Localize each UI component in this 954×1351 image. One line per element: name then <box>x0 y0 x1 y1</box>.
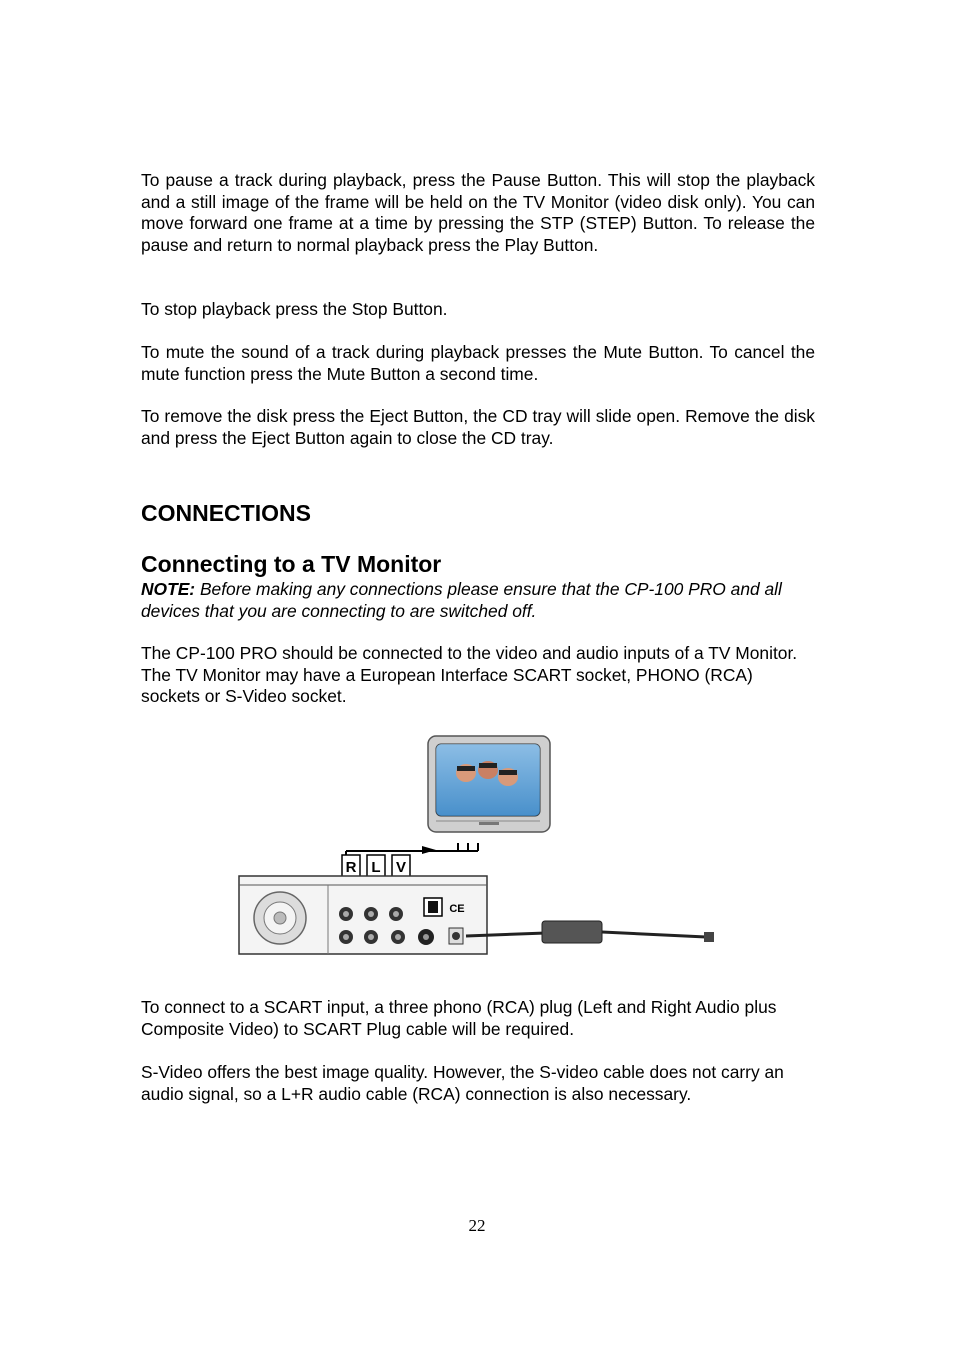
tv-monitor <box>428 736 550 832</box>
section-heading: CONNECTIONS <box>141 500 311 526</box>
intro-paragraph: The CP-100 PRO should be connected to the video and audio inputs of a TV Monitor. The TV Monitor may have a European Interface SCART socket, PHONO (RCA) sockets or S-Video socket. <box>141 643 798 706</box>
page-number: 22 <box>468 1216 486 1235</box>
connection-diagram <box>236 733 722 958</box>
scart-paragraph: To connect to a SCART input, a three phono (RCA) plug (Left and Right Audio plus Composite Video) to SCART Plug cable will be required. <box>141 997 777 1039</box>
svideo-paragraph: S-Video offers the best image quality. However, the S-video cable does not carry an audio signal, so a L+R audio cable (RCA) connection is also necessary. <box>141 1062 784 1104</box>
pause-paragraph: To pause a track during playback, press the Pause Button. This will stop the playback and a still image of the frame will be held on the TV Monitor (video disk only). You can move forward one frame at a time by pressing the STP (STEP) Button. To release the pause and return to normal playback press the Play Button. <box>141 170 815 255</box>
note-label: NOTE: <box>141 579 196 599</box>
ce-mark: CE <box>449 903 465 915</box>
stop-paragraph: To stop playback press the Stop Button. <box>141 299 448 319</box>
section-subheading: Connecting to a TV Monitor <box>141 551 442 577</box>
note-text: Before making any connections please ensure that the CP-100 PRO and all devices that you are connecting to are switched off. <box>141 579 782 621</box>
cable-labels <box>342 855 410 877</box>
player-rear-panel <box>239 876 487 954</box>
power-adapter <box>466 921 714 943</box>
mute-paragraph: To mute the sound of a track during playback presses the Mute Button. To cancel the mute function press the Mute Button a second time. <box>141 342 815 384</box>
label-l: L <box>371 859 381 876</box>
note-paragraph <box>141 579 815 622</box>
label-r: R <box>345 859 357 876</box>
label-v: V <box>395 859 407 876</box>
eject-paragraph: To remove the disk press the Eject Button, the CD tray will slide open. Remove the disk and press the Eject Button again to close the CD tray. <box>141 406 815 448</box>
